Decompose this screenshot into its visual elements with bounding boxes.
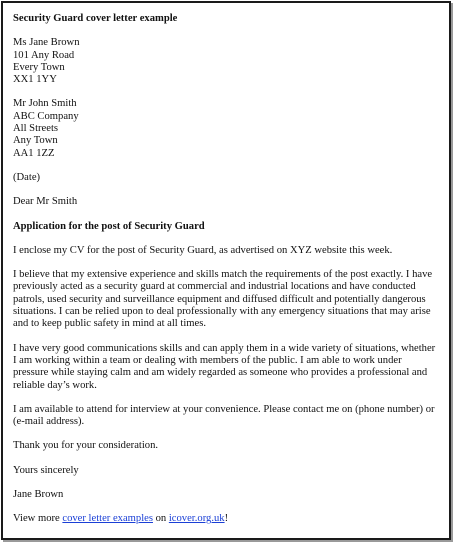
- paragraph-line: situations. I can be relied upon to deal professionally with any emergency situations that may arise: [13, 306, 431, 318]
- footer-line: [13, 513, 441, 525]
- paragraph-skills: [13, 343, 441, 392]
- paragraph-line: previously acted as a security guard at commercial and industrial locations and have conducted: [13, 281, 416, 293]
- paragraph-experience: [13, 269, 441, 330]
- letter-date: (Date): [13, 171, 41, 183]
- recipient-company: ABC Company: [13, 110, 79, 122]
- document-title: Security Guard cover letter example: [13, 13, 178, 24]
- cover-letter-examples-link[interactable]: cover letter examples: [62, 513, 153, 525]
- subject-line: Application for the post of Security Guard: [13, 220, 205, 232]
- icover-site-link[interactable]: icover.org.uk: [168, 513, 225, 525]
- paragraph-availability: [13, 404, 441, 429]
- paragraph-thanks: Thank you for your consideration.: [13, 440, 159, 452]
- sender-street: 101 Any Road: [13, 49, 75, 61]
- closing: Yours sincerely: [13, 464, 79, 476]
- paragraph-line: pressure while staying calm and am widely regarded as someone who provides a professional and: [13, 367, 428, 379]
- sender-address: [13, 37, 441, 86]
- paragraph-line: I am available to attend for interview at your convenience. Please contact me on (phone number) or: [13, 403, 435, 415]
- paragraph-intro: I enclose my CV for the post of Security Guard, as advertised on XYZ website this week.: [13, 244, 393, 256]
- sender-postcode: XX1 1YY: [13, 74, 57, 86]
- footer-prefix: View more: [13, 513, 63, 525]
- recipient-address: [13, 98, 441, 159]
- paragraph-line: I am working within a team or dealing with members of the public. I am able to work under: [13, 354, 402, 366]
- signature-name: Jane Brown: [13, 489, 64, 501]
- paragraph-line: I have very good communications skills and can apply them in a wide variety of situations, whether: [13, 342, 436, 354]
- paragraph-line: patrols, used security and surveillance equipment and diffused difficult and potentially dangerous: [13, 293, 426, 305]
- paragraph-line: and to keep public safety in mind at all times.: [13, 318, 206, 330]
- recipient-postcode: AA1 1ZZ: [13, 147, 55, 159]
- sender-name: Ms Jane Brown: [13, 37, 80, 49]
- recipient-name: Mr John Smith: [13, 98, 77, 110]
- salutation: Dear Mr Smith: [13, 196, 78, 208]
- paragraph-line: (e-mail address).: [13, 416, 85, 428]
- sender-town: Every Town: [13, 61, 65, 73]
- paragraph-line: I believe that my extensive experience and skills match the requirements of the post exactly. I have: [13, 269, 433, 281]
- recipient-town: Any Town: [13, 135, 58, 147]
- paragraph-line: reliable day’s work.: [13, 379, 97, 391]
- footer-suffix: !: [224, 513, 229, 525]
- footer-middle: on: [152, 513, 169, 525]
- letter-page: [1, 1, 451, 540]
- letter-content: [13, 13, 441, 538]
- recipient-street: All Streets: [13, 123, 59, 135]
